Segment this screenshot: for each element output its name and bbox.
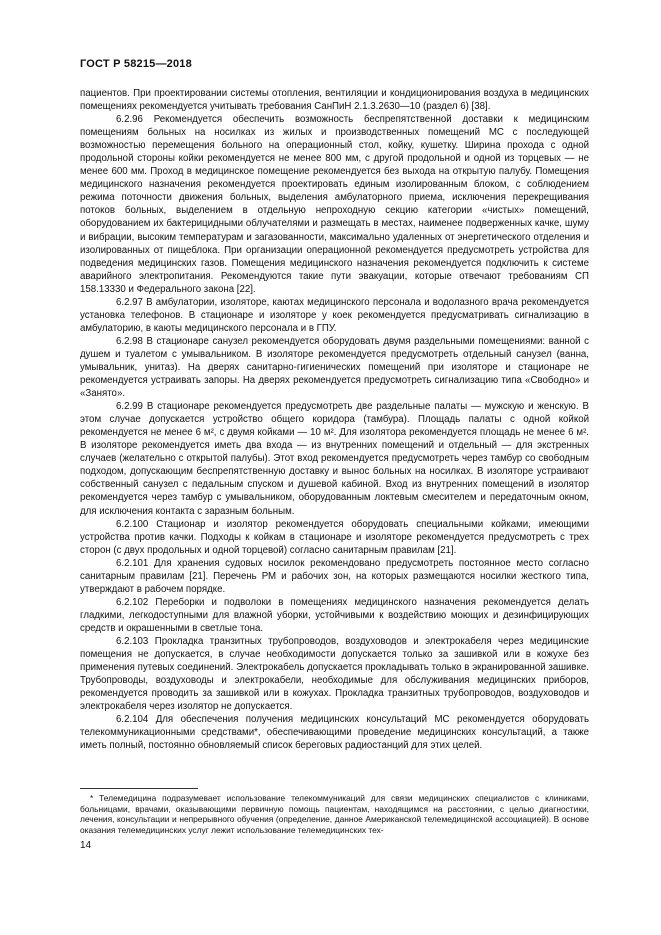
paragraph-6-2-102: 6.2.102 Переборки и подволоки в помещениях медицинского назначения рекомендуется делать гладкими, легкодоступными для влажной уборки, устойчивыми к воздействию моющих и дезинфицирующих средств и окрашенными в светлые тона. xyxy=(80,596,589,634)
paragraph-continuation: пациентов. При проектировании системы отопления, вентиляции и кондиционирования воздуха в медицинских помещениях рекомендуется учитывать требования СанПиН 2.1.3.2630—10 (раздел 6) [38]. xyxy=(80,88,589,113)
paragraph-6-2-97: 6.2.97 В амбулатории, изоляторе, каютах медицинского персонала и водолазного врача рекомендуется установка телефонов. В стационаре и изоляторе у коек рекомендуется предусматривать сигнализацию в амбулаторию, в каюты медицинского персонала и в ГПУ. xyxy=(80,296,589,334)
paragraph-6-2-100: 6.2.100 Стационар и изолятор рекомендуется оборудовать специальными койками, имеющими устройства против качки. Подходы к койкам в стационаре и изоляторе рекомендуется предусмотреть с трех сторон (с двух продольных и одной торцевой) согласно санитарным правилам [21]. xyxy=(80,518,589,556)
paragraph-6-2-99: 6.2.99 В стационаре рекомендуется предусмотреть две раздельные палаты — мужскую и женскую. В этом случае допускается устройство общего коридора (тамбура). Площадь палаты с одной койкой рекомендуется не менее 6 м², с двумя койками — 10 м². Для изолятора рекомендуется площадь не менее 6 м². В изоляторе рекомендуется иметь два входа — из внутренних помещений и отдельный — для экстренных случаев (желательно с открытой палубы). Этот вход рекомендуется предусмотреть через тамбур со свободным подходом, допускающим беспрепятственную доставку и вынос больных на носилках. В изоляторе устраивают собственный санузел с педальным спуском и душевой кабиной. Вход из внутренних помещений в изолятор рекомендуется через тамбур с умывальником, оборудованным локтевым смесителем и передаточным окном, для исключения контакта с заразным больным. xyxy=(80,401,589,517)
paragraph-6-2-104: 6.2.104 Для обеспечения получения медицинских консультаций МС рекомендуется оборудовать телекоммуникационными средствами*, обеспечивающими проведение медицинских консультаций, а также иметь полный, постоянно обновляемый список береговых радиостанций для этих целей. xyxy=(80,714,589,752)
paragraph-6-2-101: 6.2.101 Для хранения судовых носилок рекомендовано предусмотреть постоянное место согласно санитарным правилам [21]. Перечень РМ и рабочих зон, на которых размещаются носилки жесткого типа, утверждают в рабочем порядке. xyxy=(80,557,589,595)
page-number: 14 xyxy=(80,840,92,851)
footnote-text: * Телемедицина подразумевает использование телекоммуникаций для связи медицинских специалистов с клиниками, больницами, врачами, оказывающими первичную помощь пациентам, находящимся на расстоянии, с целью диагностики, лечения, консультации и непрерывного обучения (определение, данное Американской телемедицинской ассоциацией). В основе оказания телемедицинских услуг лежит использование телемедицинских тех- xyxy=(80,793,589,836)
paragraph-6-2-96: 6.2.96 Рекомендуется обеспечить возможность беспрепятственной доставки к медицинским помещениям больных на носилках из жилых и производственных помещений МС с последующей возможностью перемещения больного на операционный стол, койку, кушетку. Ширина прохода с одной продольной стороны койки рекомендуется не менее 800 мм, с другой продольной и одной из торцевых — не менее 600 мм. Проход в медицинское помещение рекомендуется без выхода на открытую палубу. Помещения медицинского назначения рекомендуется проектировать единым изолированным блоком, с соблюдением режима поточности движения больных, выделения амбулаторного приема, исключения перекрещивания потоков больных, выделением в отдельную непроходную секцию категории «чистых» помещений, оборудованием их бактерицидными облучателями и размещать в местах, наименее подверженных качке, шуму и вибрации, высоким температурам и загазованности, максимально удаленных от энергетического отделения и изолированных от пищеблока. При организации операционной рекомендуется предусмотреть устройства для подведения медицинских газов. Помещения медицинского назначения рекомендуется подключить к системе аварийного электропитания. Рекомендуются такие пути эвакуации, которые отвечают требованиям СП 158.13330 и Федерального закона [22]. xyxy=(80,114,589,295)
document-header: ГОСТ Р 58215—2018 xyxy=(80,58,192,70)
paragraph-6-2-98: 6.2.98 В стационаре санузел рекомендуется оборудовать двумя раздельными помещениями: ванной с душем и туалетом с умывальником. В изоляторе рекомендуется предусмотреть отдельный санузел (ванна, умывальник, унитаз). На дверях санитарно-гигиенических помещений при изоляторе и стационаре не рекомендуется устраивать запоры. На дверях рекомендуется предусмотреть сигнализацию типа «Свободно» и «Занято». xyxy=(80,335,589,400)
footnote-separator xyxy=(80,788,198,789)
main-text xyxy=(80,87,589,752)
paragraph-6-2-103: 6.2.103 Прокладка транзитных трубопроводов, воздуховодов и электрокабеля через медицинские помещения не допускается, в случае необходимости допускается только за зашивкой или в кожухе без применения путевых соединений. Электрокабель допускается прокладывать только в экранированной зашивке. Трубопроводы, воздуховоды и электрокабели, необходимые для обслуживания медицинских приборов, рекомендуется проводить за зашивкой или в кожухах. Прокладка транзитных трубопроводов, воздуховодов и электрокабеля через изолятор не допускается. xyxy=(80,635,589,713)
footnote xyxy=(80,793,589,836)
